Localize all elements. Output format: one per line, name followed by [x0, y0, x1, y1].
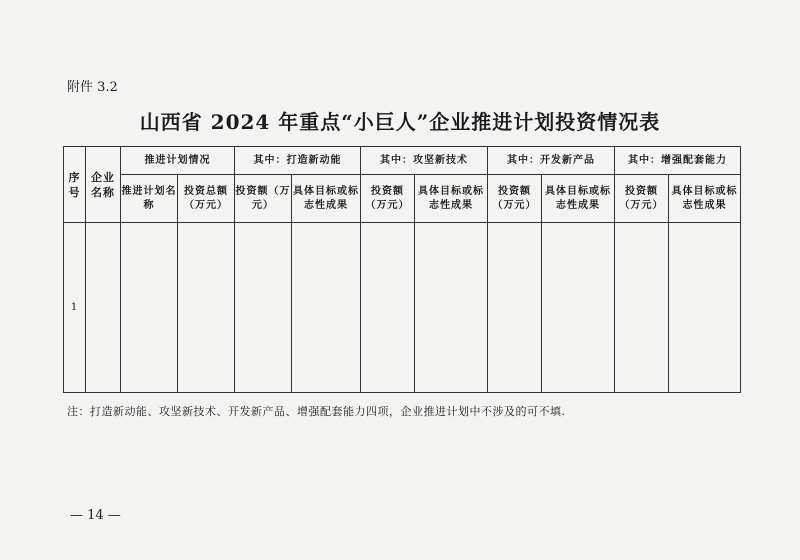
cell-seq: 1	[64, 223, 86, 393]
cell	[292, 223, 361, 393]
subheader-target: 具体目标或标志性成果	[542, 175, 615, 223]
header-new-momentum: 其中：打造新动能	[235, 147, 361, 175]
header-supporting-capacity: 其中：增强配套能力	[615, 147, 741, 175]
cell	[415, 223, 488, 393]
subheader-target: 具体目标或标志性成果	[415, 175, 488, 223]
cell	[615, 223, 669, 393]
cell-company	[86, 223, 121, 393]
subheader-invest: 投资额（万元）	[488, 175, 542, 223]
header-new-tech: 其中：攻坚新技术	[361, 147, 488, 175]
table-row	[64, 223, 741, 393]
attachment-label: 附件 3.2	[67, 80, 118, 95]
cell	[669, 223, 741, 393]
table-title: 山西省 2024 年重点“小巨人”企业推进计划投资情况表	[139, 110, 661, 134]
cell	[361, 223, 415, 393]
subheader-invest: 投资额（万元）	[235, 175, 292, 223]
subheader-plan-name: 推进计划名称	[121, 175, 178, 223]
cell	[121, 223, 178, 393]
page-number: — 14 —	[70, 508, 121, 523]
cell	[235, 223, 292, 393]
subheader-invest: 投资额（万元）	[615, 175, 669, 223]
subheader-target: 具体目标或标志性成果	[669, 175, 741, 223]
header-plan-group: 推进计划情况	[121, 147, 235, 175]
subheader-total-invest: 投资总额（万元）	[178, 175, 235, 223]
investment-table	[63, 146, 741, 393]
cell	[488, 223, 542, 393]
header-new-product: 其中：开发新产品	[488, 147, 615, 175]
header-seq: 序号	[64, 147, 86, 223]
cell	[542, 223, 615, 393]
header-company: 企业名称	[86, 147, 121, 223]
footnote: 注：打造新动能、攻坚新技术、开发新产品、增强配套能力四项，企业推进计划中不涉及的可不填.	[67, 405, 566, 418]
subheader-invest: 投资额（万元）	[361, 175, 415, 223]
subheader-target: 具体目标或标志性成果	[292, 175, 361, 223]
cell	[178, 223, 235, 393]
